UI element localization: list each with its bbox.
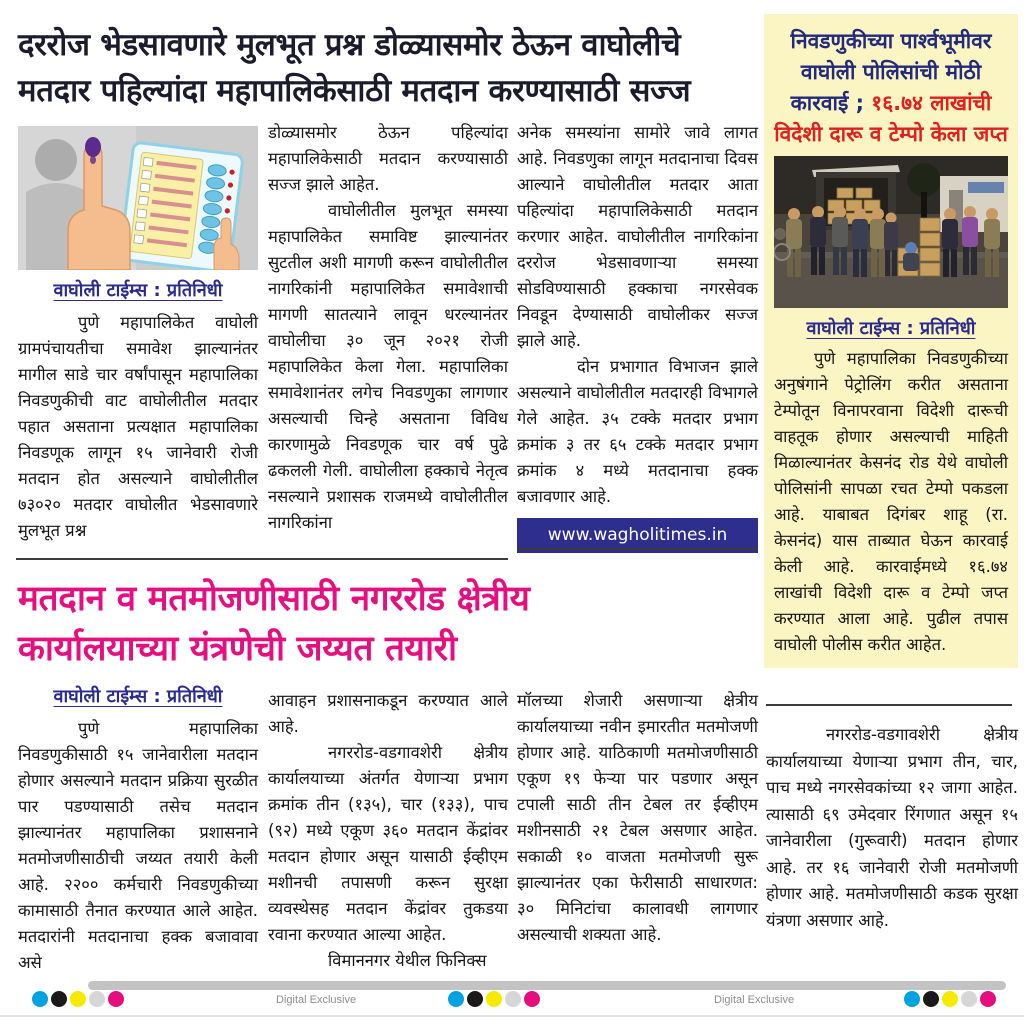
sidebar-police-story	[764, 14, 1018, 668]
registration-dot	[980, 991, 996, 1007]
article2-col3-text: मॉलच्या शेजारी असणाऱ्या क्षेत्रीय कार्यालयाच्या नवीन इमारतीत मतमोजणी होणार आहे. याठिकाणी मतमोजणीसाठी एकूण १९ फेऱ्या पार पडणार असून टपाली साठी तीन टेबल तर ईव्हीएम मशीनसाठी २१ टेबल असणार आहेत. सकाळी १० वाजता मतमोजणी सुरू झाल्यानंतर एका फेरीसाठी साधारणत: ३० मिनिटांचा कालावधी लागणार असल्याची शक्यता आहे.	[517, 691, 758, 944]
article2-headline	[18, 574, 760, 674]
registration-dot	[89, 991, 105, 1007]
sidebar-lower-story	[766, 722, 1018, 934]
article1-column2	[268, 120, 508, 536]
article2-headline-line2: कार्यालयाच्या यंत्रणेची जय्यत तयारी	[18, 629, 457, 669]
article1-byline: वाघोली टाईम्स : प्रतिनिधी	[53, 280, 223, 301]
sidebar-byline: वाघोली टाईम्स : प्रतिनिधी	[806, 318, 976, 339]
article1-headline	[18, 22, 760, 114]
article2-headline-line1: मतदान व मतमोजणीसाठी नगररोड क्षेत्रीय	[18, 579, 530, 619]
sidebar-divider	[766, 704, 1012, 706]
sidebar-headline-red: १६.७४ लाखांची विदेशी दारू व टेम्पो केला जप्त	[774, 91, 1008, 146]
registration-marks-right	[904, 991, 996, 1007]
registration-dot	[51, 991, 67, 1007]
article1-divider-left	[16, 558, 508, 560]
article1-col3-p1: अनेक समस्यांना सामोरे जावे लागत आहे. निवडणुका लागून मतदानाचा दिवस आल्याने वाघोलीतील मतदार आता पहिल्यांदा महापालिकेसाठी मतदान करणार आहेत. वाघोलीतील नागरिकांना दररोज भेडसावणाऱ्या समस्या सोडविण्यासाठी हक्काचा नगरसेवक निवडून देण्यासाठी वाघोलीकर सज्ज झाले आहे.	[517, 123, 758, 350]
footer-label-right: Digital Exclusive	[714, 994, 795, 1006]
article2-col1-text: पुणे महापालिका निवडणुकीसाठी १५ जानेवारीला मतदान होणार असल्याने मतदान प्रक्रिया सुरळीत पार पडण्यासाठी तसेच मतदान झाल्यानंतर महापालिका प्रशासनाने मतमोजणीसाठीची जय्यत तयारी केली आहे. २२०० कर्मचारी निवडणुकीच्या कामासाठी तैनात करण्यात आले आहेत. मतदारांनी मतदानाचा हक्क बजावावा असे	[18, 719, 258, 972]
bottom-edge-line	[0, 1015, 1024, 1017]
article1-col3-p2: दोन प्रभागात विभाजन झाले असल्याने वाघोलीतील मतदारही विभागले गेले आहेत. ३५ टक्के मतदार प्रभाग क्रमांक ३ तर ६५ टक्के मतदार प्रभाग क्रमांक ४ मध्ये मतदानाचा हक्क बजावणार आहे.	[517, 357, 758, 506]
registration-dot	[108, 991, 124, 1007]
article2-col2-p1: आवाहन प्रशासनाकडून करण्यात आले आहे.	[268, 691, 508, 736]
article1-col2-p1: डोळ्यासमोर ठेऊन पहिल्यांदा महापालिकेसाठी मतदान करण्यासाठी सज्ज झाले आहेत.	[268, 123, 508, 194]
registration-dot	[942, 991, 958, 1007]
sidebar-headline	[774, 26, 1008, 150]
registration-dot	[904, 991, 920, 1007]
registration-dot	[32, 991, 48, 1007]
article1-headline-line1: दररोज भेडसावणारे मुलभूत प्रश्न डोळ्यासमोर ठेऊन वाघोलीचे	[18, 27, 681, 63]
registration-dot	[467, 991, 483, 1007]
sidebar-lower-text: नगररोड-वडगावशेरी क्षेत्रीय कार्यालयाच्या येणाऱ्या प्रभाग तीन, चार, पाच मध्ये नगरसेवकांच्या १२ जागा आहेत. त्यासाठी ६९ उमेदवार रिंगणात असून १५ जानेवारीला (गुरूवारी) मतदान होणार आहे. तर १६ जानेवारी रोजी मतमोजणी होणार आहे. मतमोजणीसाठी कडक सुरक्षा यंत्रणा असणार आहे.	[766, 725, 1018, 930]
article1-divider-right	[517, 548, 758, 550]
article1-col2-p2: वाघोलीतील मुलभूत समस्या महापालिकेत समाविष्ट झाल्यानंतर सुटतील अशी मागणी करून वाघोलीतील नागरिकांनी महापालिकेत समावेशाची मागणी सातत्याने लावून धरल्यानंतर वाघोलीचा ३० जून २०२१ रोजी महापालिकेत केला गेला. महापालिका समावेशानंतर लगेच निवडणुका लागणार असल्याची चिन्हे असताना विविध कारणामुळे निवडणूक चार वर्ष पुढे ढकलली गेली. वाघोलीला हक्काचे नेतृत्व नसल्याने प्रशासक राजमध्ये वाघोलीतील नागरिकांना	[268, 201, 508, 532]
footer-label-left: Digital Exclusive	[276, 994, 357, 1006]
registration-dot	[70, 991, 86, 1007]
registration-dot	[486, 991, 502, 1007]
registration-dot	[524, 991, 540, 1007]
article2-column2	[268, 688, 508, 974]
sidebar-body	[774, 346, 1008, 658]
article2-column3	[517, 688, 758, 948]
website-banner[interactable]: www.wagholitimes.in	[517, 518, 758, 553]
article2-col2-p3: विमाननगर येथील फिनिक्स	[328, 951, 487, 970]
sidebar-headline-navy: निवडणुकीच्या पार्श्वभूमीवर वाघोली पोलिसांची मोठी कारवाई ;	[790, 29, 992, 115]
voting-illustration	[18, 126, 258, 270]
article2-col2-p2: नगररोड-वडगावशेरी क्षेत्रीय कार्यालयाच्या अंतर्गत येणाऱ्या प्रभाग क्रमांक तीन (१३५), चार (१३३), पाच (९२) मध्ये एकूण ३६० मतदान केंद्रांवर मतदान होणार असून यासाठी ईव्हीएम मशीनची तपासणी करून सुरक्षा व्यवस्थेसह मतदान केंद्रांवर तुकडया रवाना करण्यात आल्या आहेत.	[268, 743, 508, 944]
registration-marks-center	[448, 991, 540, 1007]
police-seizure-photo	[774, 156, 1008, 308]
sidebar-body-text: पुणे महापालिका निवडणुकीच्या अनुषंगाने पेट्रोलिंग करीत असताना टेम्पोतून विनापरवाना विदेशी दारूची वाहतूक होणार असल्याची माहिती मिळाल्यानंतर केसनंद रोड येथे वाघोली पोलिसांनी सापळा रचत टेम्पो पकडला आहे. याबाबत दिगंबर शाहू (रा. केसनंद) यास ताब्यात घेऊन कारवाई केली आहे. कारवाईमध्ये १६.७४ लाखांची विदेशी दारू व टेम्पो जप्त करण्यात आला आहे. पुढील तपास वाघोली पोलीस करीत आहेत.	[774, 349, 1008, 654]
article2-column1	[18, 684, 258, 976]
registration-dot	[923, 991, 939, 1007]
registration-marks-left	[32, 991, 124, 1007]
footer-gray-bar	[88, 981, 1006, 990]
registration-dot	[448, 991, 464, 1007]
article1-column1	[18, 126, 258, 544]
article2-byline: वाघोली टाईम्स : प्रतिनिधी	[53, 686, 223, 707]
registration-dot	[961, 991, 977, 1007]
article1-column3	[517, 120, 758, 553]
article1-col1-text: पुणे महापालिकेत वाघोली ग्रामपंचायतीचा समावेश झाल्यानंतर मागील साडे चार वर्षांपासून महापालिका निवडणुकीची वाट वाघोलीतील मतदार पहात असताना प्रत्यक्षात महापालिका निवडणूक लागून १५ जानेवारी रोजी मतदान होत असल्याने वाघोलीतील ७३०२० मतदार वाघोलीत भेडसावणारे मुलभूत प्रश्न	[18, 313, 258, 540]
registration-dot	[505, 991, 521, 1007]
article1-headline-line2: मतदार पहिल्यांदा महापालिकेसाठी मतदान करण्यासाठी सज्ज	[18, 73, 691, 109]
